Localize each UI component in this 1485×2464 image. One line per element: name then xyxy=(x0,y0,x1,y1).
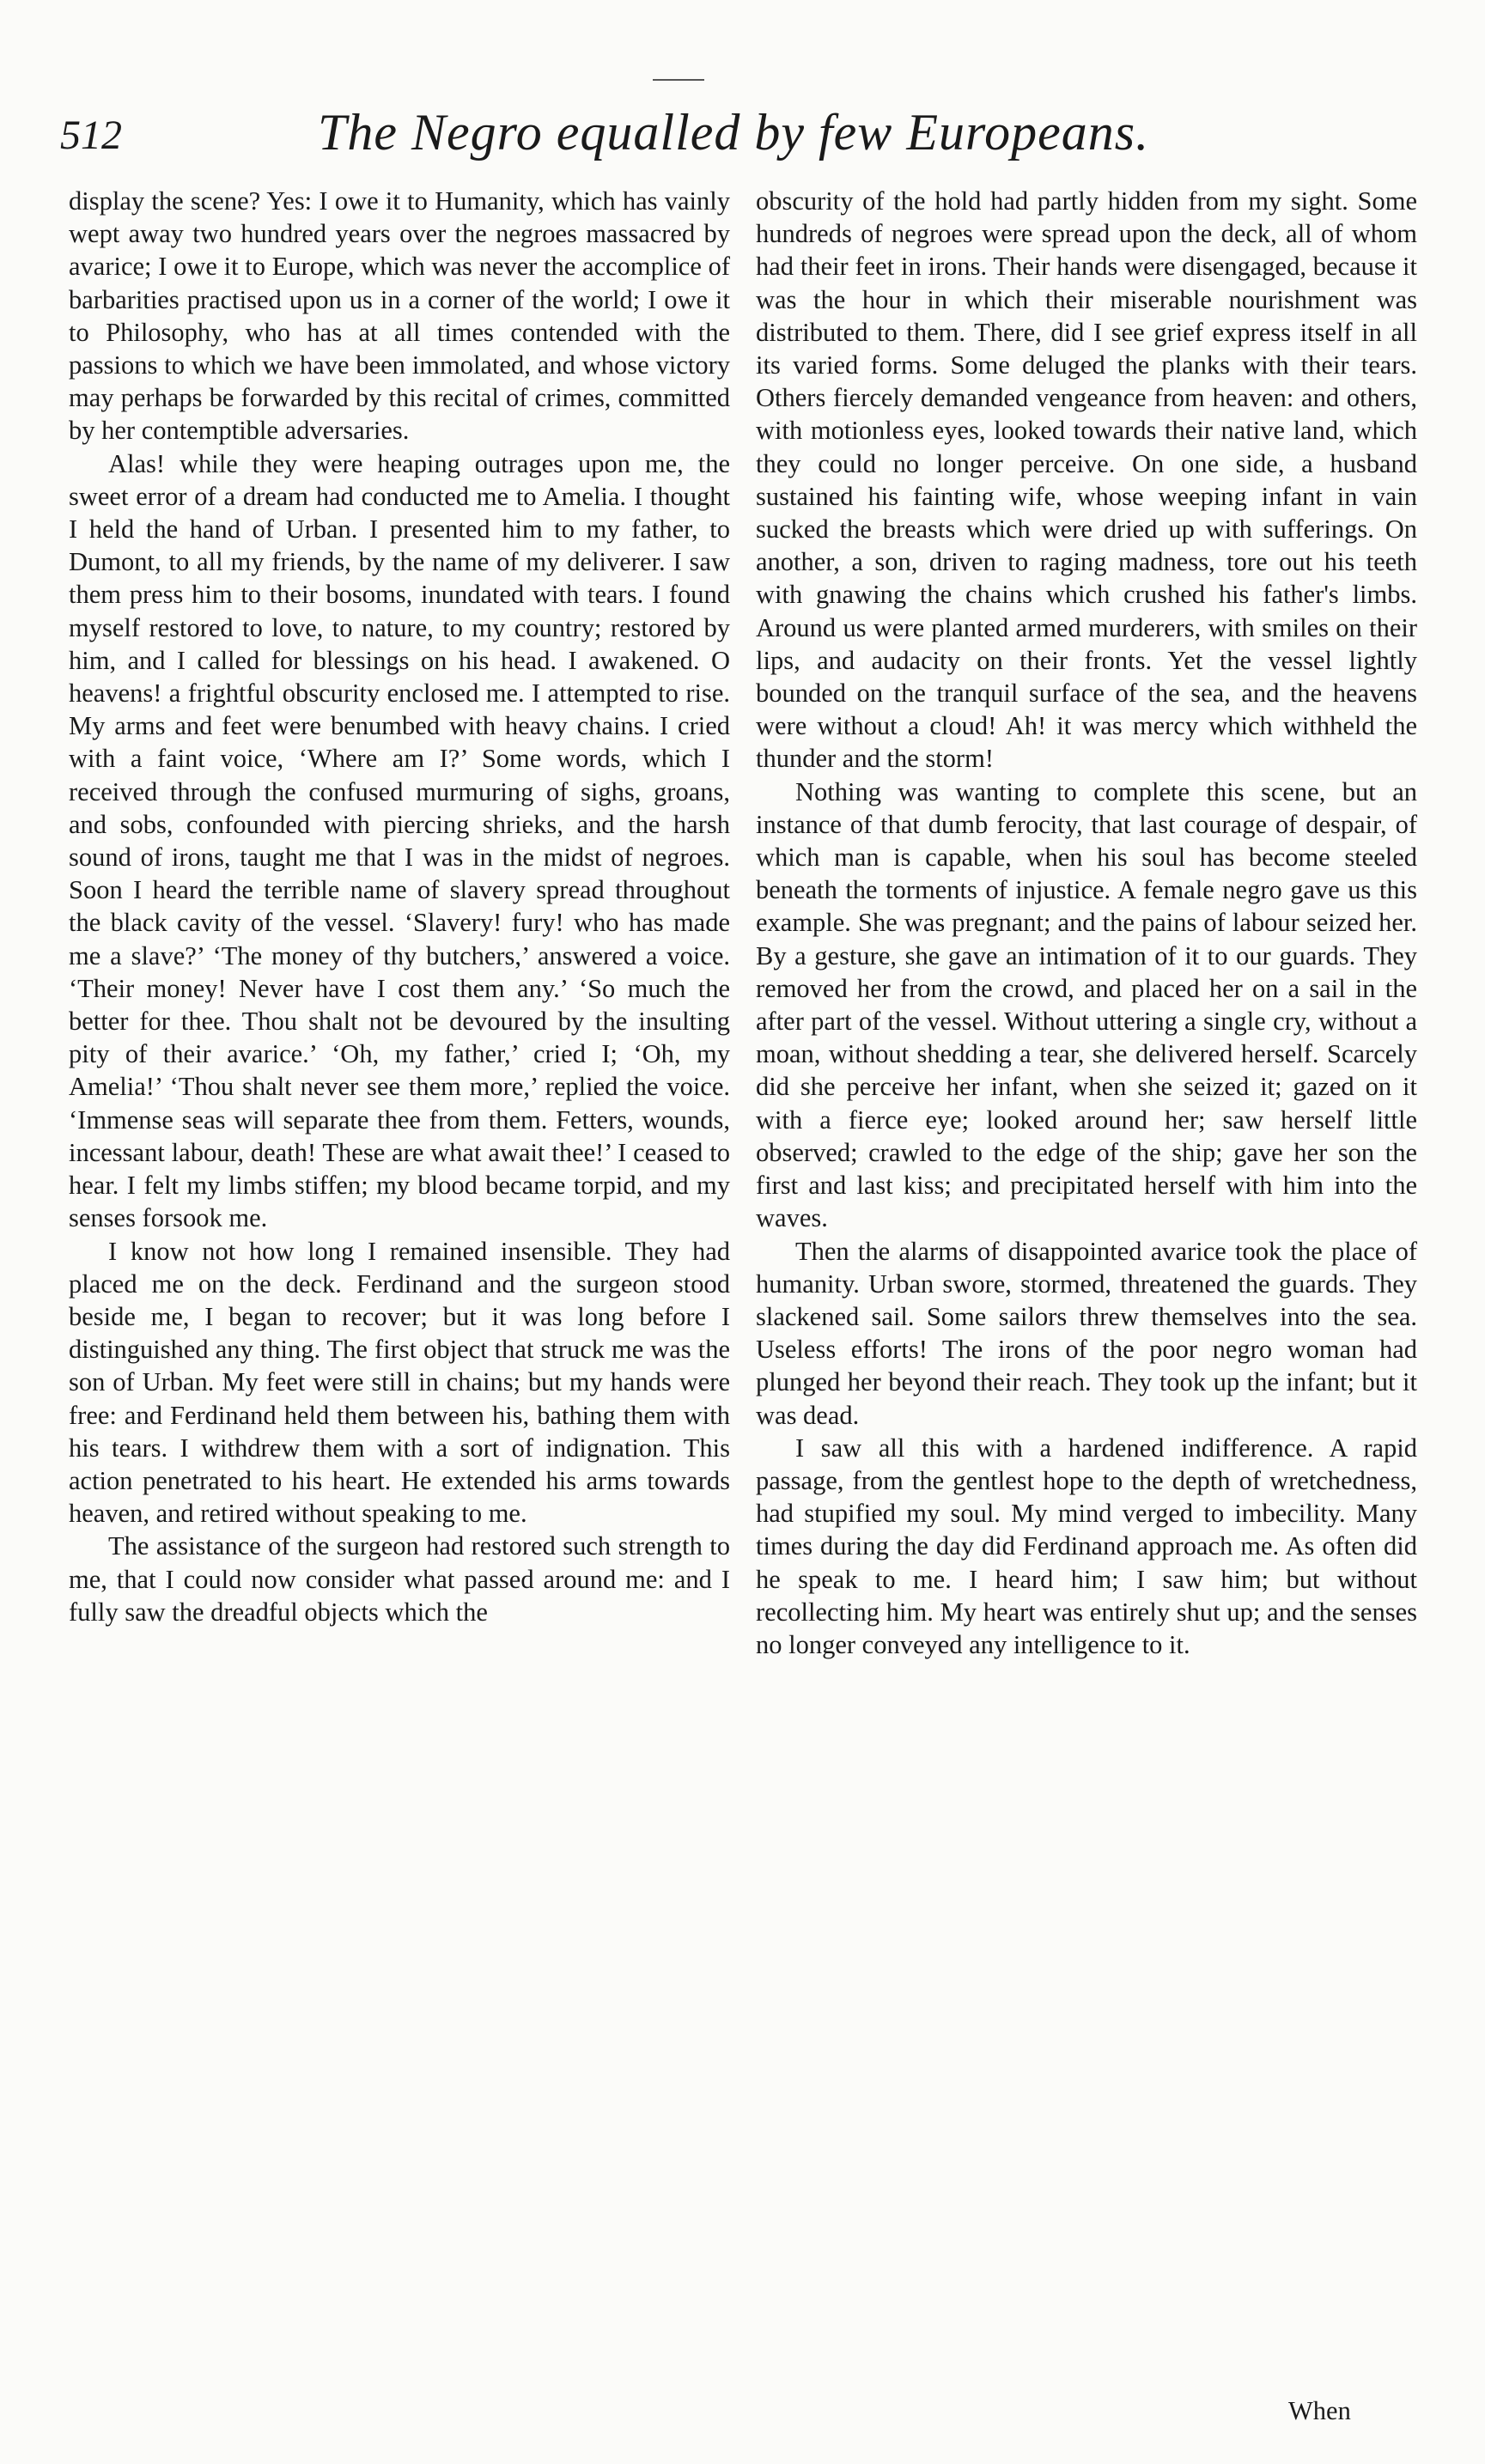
top-ornament xyxy=(653,79,704,81)
left-paragraph-2: Alas! while they were heaping outrages upon me, the sweet error of a dream had conducted me to Amelia. I thought I held the hand of Urban. I presented him to my father, to Dumont, to all my friends, by the name of my deliverer. I saw them press him to their bosoms, inundated with tears. I found myself restored to love, to nature, to my country; restored by him, and I called for blessings on his head. I awakened. O heavens! a frightful obscurity enclosed me. I attempted to rise. My arms and feet were benumbed with heavy chains. I cried with a faint voice, ‘Where am I?’ Some words, which I received through the confused murmuring of sighs, groans, and sobs, confounded with piercing shrieks, and the harsh sound of irons, taught me that I was in the midst of negroes. Soon I heard the terrible name of slavery spread throughout the black cavity of the vessel. ‘Slavery! fury! who has made me a slave?’ ‘The money of thy butchers,’ answered a voice. ‘Their money! Never have I cost them any.’ ‘So much the better for thee. Thou shalt not be devoured by the insulting pity of their avarice.’ ‘Oh, my father,’ cried I; ‘Oh, my Amelia!’ ‘Thou shalt never see them more,’ replied the voice. ‘Immense seas will separate thee from them. Fetters, wounds, incessant labour, death! These are what await thee!’ I ceased to hear. I felt my limbs stiffen; my blood became torpid, and my senses forsook me. xyxy=(69,448,730,1233)
page-header xyxy=(60,103,1400,172)
running-title: The Negro equalled by few Europeans. xyxy=(318,104,1150,161)
page-number: 512 xyxy=(60,113,122,158)
left-column xyxy=(69,185,730,1628)
left-paragraph-1: display the scene? Yes: I owe it to Humanity, which has vainly wept away two hundred years over the negroes massacred by avarice; I owe it to Europe, which was never the accomplice of barbarities practised upon us in a corner of the world; I owe it to Philosophy, who has at all times contended with the passions to which we have been immolated, and whose victory may perhaps be forwarded by this recital of crimes, committed by her contemptible adversaries. xyxy=(69,186,730,446)
right-paragraph-4: I saw all this with a hardened indifference. A rapid passage, from the gentlest hope to the depth of wretchedness, had stupified my soul. My mind verged to imbecility. Many times during the day did Ferdinand approach me. As often did he speak to me. I heard him; I saw him; but without recollecting him. My heart was entirely shut up; and the senses no longer conveyed any intelligence to it. xyxy=(756,1433,1417,1659)
right-paragraph-1: obscurity of the hold had partly hidden from my sight. Some hundreds of negroes were spread upon the deck, all of whom had their feet in irons. Their hands were disengaged, because it was the hour in which their miserable nourishment was distributed to them. There, did I see grief express itself in all its varied forms. Some deluged the planks with their tears. Others fiercely demanded vengeance from heaven: and others, with motionless eyes, looked towards their native land, which they could no longer perceive. On one side, a husband sustained his fainting wife, whose weeping infant in vain sucked the breasts which were dried up with sufferings. On another, a son, driven to raging madness, tore out his teeth with gnawing the chains which crushed his father's limbs. Around us were planted armed murderers, with smiles on their lips, and audacity on their fronts. Yet the vessel lightly bounded on the tranquil surface of the sea, and the heavens were without a cloud! Ah! it was mercy which withheld the thunder and the storm! xyxy=(756,186,1417,774)
left-paragraph-4: The assistance of the surgeon had restored such strength to me, that I could now consider what passed around me: and I fully saw the dreadful objects which the xyxy=(69,1531,730,1627)
left-paragraph-3: I know not how long I remained insensible. They had placed me on the deck. Ferdinand and the surgeon stood beside me, I began to recover; but it was long before I distinguished any thing. The first object that struck me was the son of Urban. My feet were still in chains; but my hands were free: and Ferdinand held them between his, bathing them with his tears. I withdrew them with a sort of indignation. This action penetrated to his heart. He extended his arms towards heaven, and retired without speaking to me. xyxy=(69,1236,730,1529)
catchword: When xyxy=(1288,2396,1351,2425)
right-paragraph-2: Nothing was wanting to complete this scene, but an instance of that dumb ferocity, that last courage of despair, of which man is capable, when his soul has become steeled beneath the torments of injustice. A female negro gave us this example. She was pregnant; and the pains of labour seized her. By a gesture, she gave an intimation of it to our guards. They removed her from the crowd, and placed her on a sail in the after part of the vessel. Without uttering a single cry, without a moan, without shedding a tear, she delivered herself. Scarcely did she perceive her infant, when she seized it; gazed on it with a fierce eye; looked around her; saw herself little observed; crawled to the edge of the ship; gave her son the first and last kiss; and precipitated herself with him into the waves. xyxy=(756,776,1417,1233)
right-column xyxy=(756,185,1417,1661)
right-paragraph-3: Then the alarms of disappointed avarice took the place of humanity. Urban swore, stormed, threatened the guards. They slackened sail. Some sailors threw themselves into the sea. Useless efforts! The irons of the poor negro woman had plunged her beyond their reach. They took up the infant; but it was dead. xyxy=(756,1236,1417,1430)
